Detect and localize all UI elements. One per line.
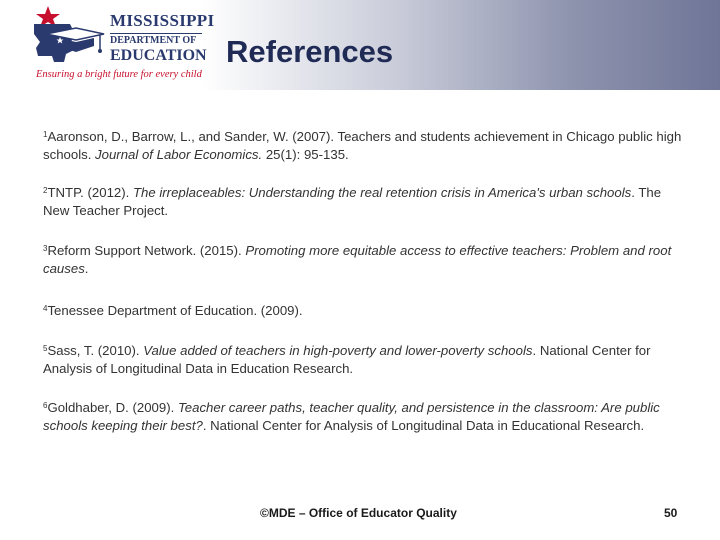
reference-title-text: Promoting more equitable access to effective teachers: Problem and root causes [43,243,672,276]
reference-text: . The New Teacher Project. [43,185,662,218]
reference-text: 25(1): 95-135. [262,146,349,162]
reference-number: 5 [43,344,48,353]
reference-text: TNTP. (2012). [47,185,133,200]
state-map-icon [30,4,110,68]
reference-title-text: Value added of teachers in high-poverty and lower-poverty schools [143,343,533,358]
reference-title-text: Journal of Labor Economics. [95,146,263,162]
reference-text: . National Center for Analysis of Longitudinal Data in Educational Research. [202,417,645,433]
reference-text: Sass, T. (2010). [47,343,144,358]
reference-text: Goldhaber, D. (2009). [47,400,178,415]
mde-logo [30,4,215,84]
reference-text: Reform Support Network. (2015). [47,243,246,258]
reference-item [43,184,683,219]
header-bar [0,0,720,90]
reference-title-text: Teacher career paths, teacher quality, and persistence in the classroom: Are public schools keeping their best? [43,400,660,433]
reference-text: Aaronson, D., Barrow, L., and Sander, W. (2007). Teachers and students achievement in Chicago public high schools. [43,129,682,162]
page-number: 50 [664,506,678,520]
reference-item [43,128,683,163]
reference-number: 4 [43,304,48,313]
reference-title-text: The irreplaceables: Understanding the real retention crisis in America's urban schools [132,185,632,200]
reference-item [43,242,683,277]
logo-line-2: DEPARTMENT OF [110,35,197,46]
logo-line-3: EDUCATION [110,47,207,64]
reference-text: Tenessee Department of Education. (2009). [47,303,303,318]
reference-text: . [84,260,89,276]
reference-number: 3 [43,244,48,253]
logo-tagline: Ensuring a bright future for every child [36,69,202,80]
reference-number: 6 [43,401,48,410]
reference-number: 2 [43,186,48,195]
slide-title: References [226,34,394,69]
footer-text: ©MDE – Office of Educator Quality [260,506,457,520]
reference-item [43,399,683,434]
reference-item [43,342,683,377]
reference-item [43,302,683,320]
reference-number: 1 [43,130,48,139]
logo-line-1: MISSISSIPPI [110,11,215,30]
logo-divider [110,33,202,34]
reference-text: . National Center for Analysis of Longitudinal Data in Education Research. [43,343,651,376]
